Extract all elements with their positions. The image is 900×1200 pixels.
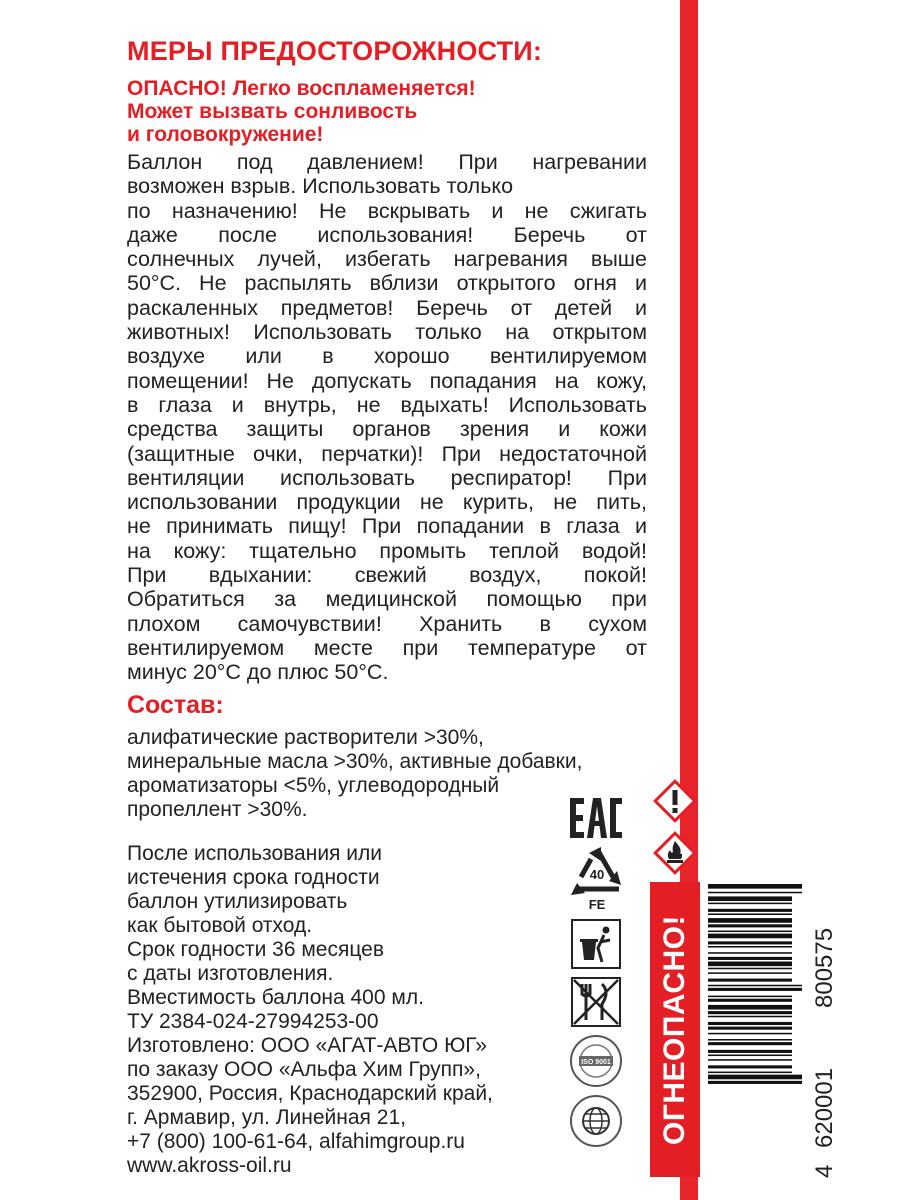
text-line: средства защиты органов зрения и кожи bbox=[127, 417, 647, 442]
barcode-bar bbox=[708, 1072, 792, 1074]
barcode-bar bbox=[708, 913, 792, 915]
barcode-bar bbox=[708, 1050, 792, 1053]
text-line: по заказу ООО «Альфа Хим Групп», bbox=[127, 1057, 481, 1081]
text-line: истечения срока годности bbox=[127, 865, 380, 889]
text-line: ТУ 2384-024-27994253-00 bbox=[127, 1009, 379, 1033]
fire-warning-label: ОГНЕОПАСНО! bbox=[658, 914, 691, 1145]
barcode-bar bbox=[708, 1075, 802, 1080]
text-line: +7 (800) 100-61-64, alfahimgroup.ru bbox=[127, 1129, 465, 1153]
barcode-bar bbox=[708, 1042, 792, 1045]
ghs-exclamation-icon bbox=[652, 778, 698, 824]
barcode-bar bbox=[708, 946, 792, 948]
danger-line: ОПАСНО! Легко воспламеняется! bbox=[127, 77, 476, 100]
barcode-bar bbox=[708, 934, 792, 939]
barcode-bar bbox=[708, 892, 802, 894]
barcode-bar bbox=[708, 918, 792, 923]
barcode-bar bbox=[708, 941, 792, 944]
barcode-bar bbox=[708, 968, 792, 970]
text-line: животных! Использовать только на открытом bbox=[127, 320, 647, 345]
barcode-bar bbox=[708, 957, 792, 960]
text-line: солнечных лучей, избегать нагревания выше bbox=[127, 247, 647, 272]
barcode-bar bbox=[708, 979, 792, 982]
barcode-bar bbox=[708, 1016, 792, 1018]
barcode-bar bbox=[708, 903, 792, 905]
barcode-bar bbox=[708, 924, 792, 927]
text-line: Баллон под давлением! При нагревании bbox=[127, 150, 647, 174]
text-line: раскаленных предметов! Беречь от детей и bbox=[127, 295, 647, 320]
barcode-bar bbox=[708, 952, 792, 954]
barcode-group-2: 800575 bbox=[811, 927, 838, 1008]
barcode-bar bbox=[708, 1055, 792, 1057]
barcode-bar bbox=[708, 909, 792, 912]
iso-seal-icon bbox=[569, 1034, 623, 1088]
barcode-bar bbox=[708, 1022, 792, 1025]
barcode-bar bbox=[708, 962, 792, 967]
not-food-icon bbox=[570, 976, 622, 1028]
danger-line: Может вызвать сонливость bbox=[127, 100, 418, 123]
recycle-icon bbox=[567, 843, 627, 913]
text-line: минус 20°С до плюс 50°С. bbox=[127, 660, 389, 685]
text-line: пропеллент >30%. bbox=[127, 797, 308, 821]
barcode-bar bbox=[708, 988, 802, 991]
text-line: в глаза и внутрь, не вдыхать! Использовать bbox=[127, 392, 647, 417]
barcode-group-1: 620001 bbox=[811, 1067, 838, 1148]
text-line: как бытовой отход. bbox=[127, 913, 313, 937]
globe-seal-icon bbox=[569, 1094, 623, 1148]
barcode-digit-first: 4 bbox=[811, 1164, 838, 1178]
iso-label: ISO 9001 bbox=[581, 1059, 611, 1066]
barcode-bar bbox=[708, 1065, 792, 1068]
danger-line: и головокружение! bbox=[127, 123, 324, 146]
ghs-flame-icon bbox=[652, 830, 698, 876]
composition-title: Состав: bbox=[127, 690, 224, 719]
barcode-bar bbox=[708, 985, 802, 987]
text-line: плохом самочувствии! Хранить в сухом bbox=[127, 611, 647, 636]
barcode-bar bbox=[708, 999, 792, 1002]
barcode bbox=[708, 882, 802, 1180]
barcode-bar bbox=[708, 1033, 792, 1035]
barcode-bar bbox=[708, 884, 802, 889]
fire-warning-text bbox=[650, 882, 700, 1177]
barcode-bar bbox=[708, 972, 792, 974]
text-line: по назначению! Не вскрывать и не сжигать bbox=[127, 198, 647, 223]
text-line: минеральные масла >30%, активные добавки, bbox=[127, 749, 583, 773]
text-line: помещении! Не допускать попадания на кожу, bbox=[127, 368, 647, 393]
text-line: www.akross-oil.ru bbox=[127, 1153, 292, 1177]
text-line: Изготовлено: ООО «АГАТ-АВТО ЮГ» bbox=[127, 1033, 487, 1057]
text-line: Обратиться за медицинской помощью при bbox=[127, 587, 647, 612]
barcode-bar bbox=[708, 1005, 792, 1010]
text-line: Вместимость баллона 400 мл. bbox=[127, 985, 424, 1009]
barcode-bar bbox=[708, 1011, 792, 1014]
recycle-number: 40 bbox=[589, 867, 605, 882]
text-line: (защитные очки, перчатки)! При недостаточной bbox=[127, 441, 647, 466]
text-line: вентиляции использовать респиратор! При bbox=[127, 465, 647, 490]
danger-warning bbox=[127, 77, 647, 146]
barcode-bar bbox=[708, 996, 792, 998]
recycle-code: FE bbox=[588, 897, 606, 912]
text-line: ароматизаторы <5%, углеводородный bbox=[127, 773, 500, 797]
text-line: баллон утилизировать bbox=[127, 889, 348, 913]
barcode-digits bbox=[801, 885, 841, 1178]
precautions-title: МЕРЫ ПРЕДОСТОРОЖНОСТИ: bbox=[127, 36, 543, 66]
text-line: даже после использования! Беречь от bbox=[127, 222, 647, 247]
barcode-bar bbox=[708, 1059, 792, 1061]
text-line: на кожу: тщательно промыть теплой водой! bbox=[127, 538, 647, 563]
text-line: использовании продукции не курить, не пить, bbox=[127, 490, 647, 515]
barcode-bar bbox=[708, 931, 792, 933]
barcode-bar bbox=[708, 1027, 792, 1030]
text-line: После использования или bbox=[127, 841, 382, 865]
text-line: г. Армавир, ул. Линейная 21, bbox=[127, 1105, 406, 1129]
barcode-bar bbox=[708, 896, 792, 901]
text-line: с даты изготовления. bbox=[127, 961, 334, 985]
text-line: При вдыхании: свежий воздух, покой! bbox=[127, 563, 647, 588]
text-line: вентилируемом месте при температуре от bbox=[127, 635, 647, 660]
label-text-column bbox=[127, 36, 647, 1178]
text-line: воздухе или в хорошо вентилируемом bbox=[127, 344, 647, 369]
barcode-bar bbox=[708, 1081, 802, 1084]
eac-icon bbox=[568, 796, 624, 840]
text-line: 352900, Россия, Краснодарский край, bbox=[127, 1081, 493, 1105]
text-line: 50°С. Не распылять вблизи открытого огня и bbox=[127, 271, 647, 296]
text-line: алифатические растворители >30%, bbox=[127, 725, 484, 749]
text-line: не принимать пищу! При попадании в глаза и bbox=[127, 514, 647, 539]
text-line: Срок годности 36 месяцев bbox=[127, 937, 384, 961]
precautions-body bbox=[127, 150, 647, 685]
barcode-bar bbox=[708, 1039, 792, 1041]
text-line: возможен взрыв. Использовать только bbox=[127, 174, 514, 199]
trash-bin-icon bbox=[570, 918, 622, 970]
